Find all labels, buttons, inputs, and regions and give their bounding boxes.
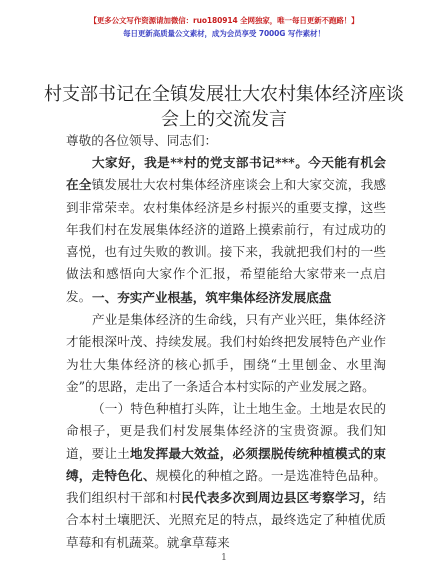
paragraph-opening	[66, 152, 386, 308]
section-heading-1-text: 一、夯实产业根基，筑牢集体经济发展底盘	[92, 290, 332, 305]
paragraph-specialty-planting	[66, 398, 386, 554]
promo-banner-line-1: 【更多公文写作资源请加微信：ruo180914 全网独家，唯一每日更新不跑路！】	[89, 16, 359, 25]
opening-body: 镇发展壮大农村集体经济座谈会上和大家交流，我感到非常荣幸。农村集体经济是乡村振兴的重要支撑，这些年我们村在发展集体经济的道路上摸索前行，有过成功的喜悦，也有过失败的教训。接下来，我就把我们村的一些做法和感悟向大家作个汇报，希望能给大家带来一点启发。	[66, 177, 387, 304]
salutation: 尊敬的各位领导、同志们：	[66, 133, 218, 148]
planting-emphasis-2: 民代表多次到周边县区考察学习，	[181, 490, 374, 506]
opening-greeting: 大家好，我是**村的党支部书记***。今天能有机会在全	[66, 155, 386, 193]
planting-emphasis-1: 地发挥最大效益，必须摆脱传统种植模式的束缚，走特色化、	[66, 445, 387, 483]
paragraph-industry: 产业是集体经济的生命线，只有产业兴旺，集体经济才能根深叶茂、持续发展。我们村始终把发展特色产业作为壮大集体经济的核心抓手，围绕“土里刨金、水里淘金”的思路，走出了一条适合本村实际的产业发展之路。	[66, 312, 386, 394]
planting-mid: 规模化的种植之路。一是选准特色品种。我们组织村干部和村	[66, 467, 387, 506]
document-title: 村支部书记在全镇发展壮大农村集体经济座谈会上的交流发言	[44, 84, 404, 130]
section-heading-1	[66, 287, 386, 309]
page-number: 1	[221, 553, 227, 563]
planting-tail: 结合本村土壤肥沃、光照充足的特点，最终选定了种植优质草莓和有机蔬菜。就拿草莓来	[66, 490, 387, 550]
promo-banner-line-2: 每日更新高质量公文素材，成为会员享受 7000G 写作素材！	[123, 29, 325, 38]
planting-intro: （一）特色种植打头阵，让土地生金。土地是农民的命根子，更是我们村发展集体经济的宝贵资源。我们知道，要让土	[66, 401, 386, 461]
